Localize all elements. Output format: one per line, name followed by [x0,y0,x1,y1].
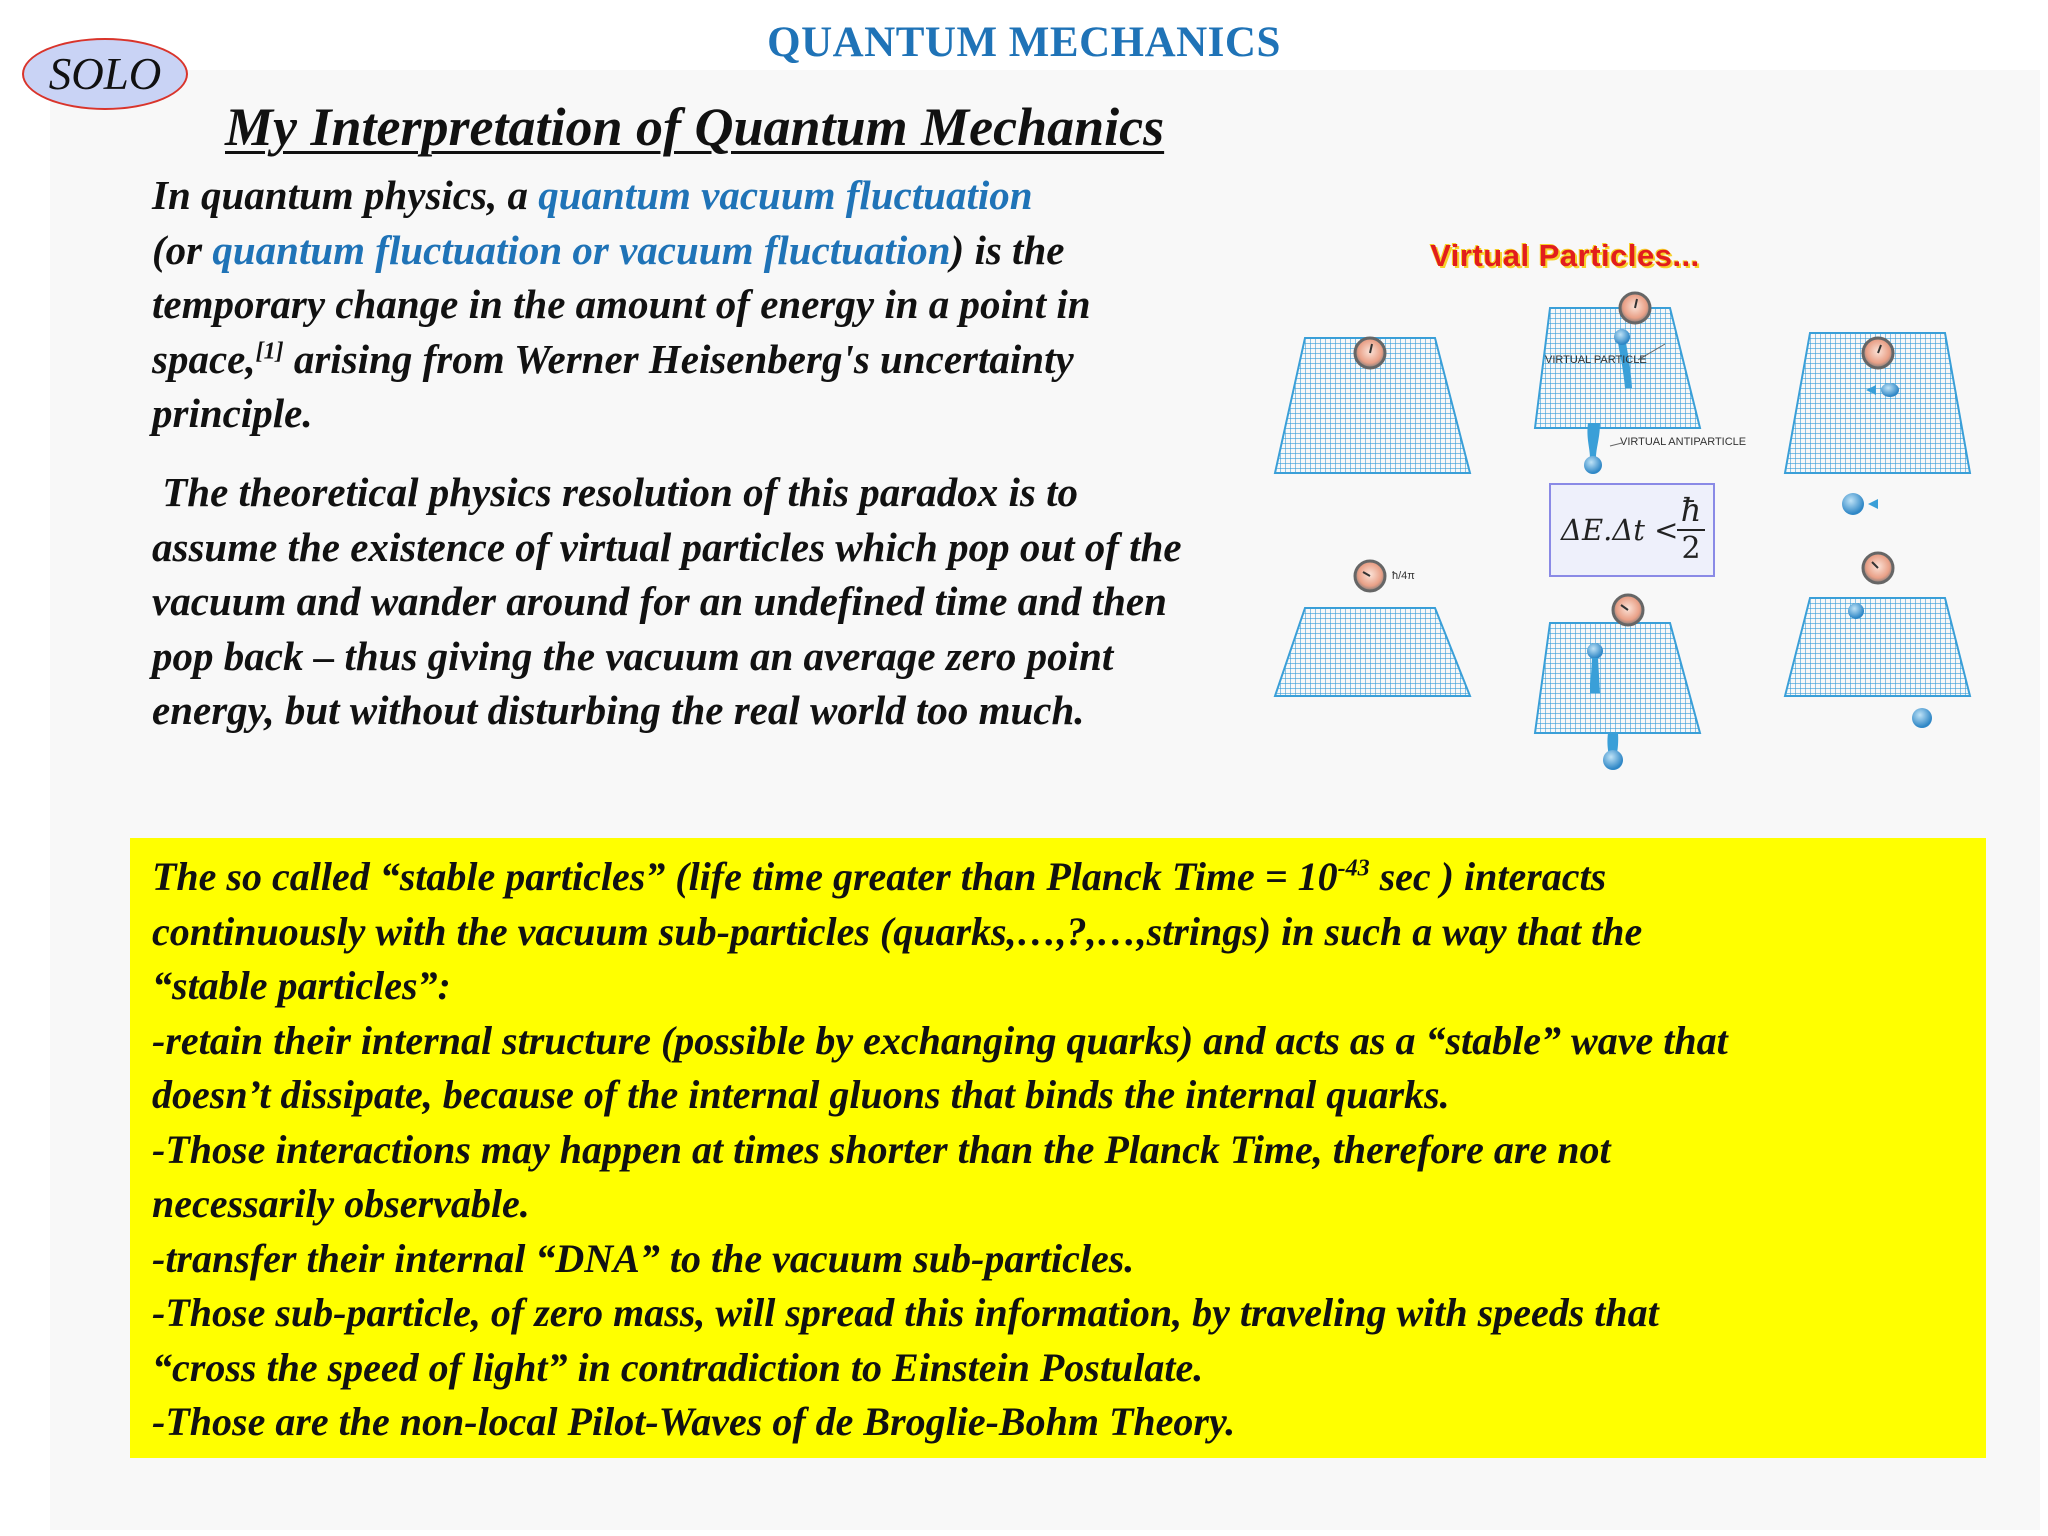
box-line [152,850,1964,905]
clock-icon [1355,338,1385,368]
box-line: -Those are the non-local Pilot-Waves of de Broglie-Bohm Theory. [152,1399,1236,1444]
figure-title: Virtual Particles... [1430,238,1700,273]
particle-arrow-right [1881,383,1899,397]
box-line-1b: sec ) interacts [1369,854,1607,899]
badge-label: SOLO [48,49,162,99]
particle [1587,643,1603,659]
clock-icon [1613,595,1643,625]
virtual-antiparticle-stem [1587,423,1600,458]
clock-icon [1863,553,1893,583]
box-line: “stable particles”: [152,963,451,1008]
particle [1603,750,1623,770]
planck-exponent: -43 [1337,855,1370,882]
box-line: -Those interactions may happen at times shorter than the Planck Time, therefore are not [152,1126,1611,1172]
virtual-particle [1614,329,1630,345]
slide-title: My Interpretation of Quantum Mechanics [225,97,1165,157]
uncertainty-formula [1549,483,1715,577]
box-line: -retain their internal structure (possible by exchanging quarks) and acts as a “stable” wave that [152,1017,1728,1063]
box-line: continuously with the vacuum sub-particles (quarks,…,?,…,strings) in such a way that the [152,908,1643,954]
formula-numerator: ħ [1680,491,1702,529]
paragraph-vacuum-fluctuation [152,168,1192,441]
link-quantum-vacuum-fluctuation[interactable]: quantum vacuum fluctuation [538,172,1033,218]
particle [1842,493,1864,515]
box-line: doesn’t dissipate, because of the internal gluons that binds the internal quarks. [152,1072,1450,1117]
box-line: necessarily observable. [152,1181,530,1226]
link-quantum-fluctuation[interactable]: quantum fluctuation or vacuum fluctuation [212,226,951,273]
vacuum-grid-right-bottom [1785,598,1970,696]
particle [1848,603,1864,619]
p1-text-1: In quantum physics, a [152,172,539,218]
label-virtual-antiparticle: VIRTUAL ANTIPARTICLE [1620,436,1747,448]
vacuum-grid-center-top [1535,308,1700,428]
box-line: -Those sub-particle, of zero mass, will spread this information, by traveling with speeds that [152,1290,1659,1335]
p1-text-2: (or [152,226,213,273]
formula-denominator: 2 [1681,531,1701,566]
clock-icon [1355,561,1385,591]
highlighted-interpretation-box [130,838,1986,1458]
virtual-particles-figure [1270,228,1990,810]
label-hbar-4pi: ħ/4π [1392,570,1415,582]
vacuum-grid-left-bottom [1275,608,1470,696]
p1-text-3: ) is the temporary change in the amount of energy in a point in space, [152,226,1091,382]
clock-icon [1863,338,1893,368]
box-line-1a: The so called “stable particles” (life time greater than Planck Time = 10 [152,854,1338,899]
header-title: QUANTUM MECHANICS [767,19,1281,66]
clock-icon [1620,293,1650,323]
p1-text-4: arising from Werner Heisenberg's uncertainty principle. [152,335,1074,436]
formula-fraction [1677,491,1705,567]
virtual-antiparticle [1584,456,1602,474]
formula-lhs: ΔE.Δt < [1561,513,1679,547]
reference-1[interactable]: [1] [255,337,284,364]
box-line: -transfer their internal “DNA” to the vacuum sub-particles. [152,1235,1135,1281]
vacuum-grid-center-bottom [1535,623,1700,733]
particle [1912,708,1932,728]
label-virtual-particle: VIRTUAL PARTICLE [1545,354,1647,366]
paragraph-virtual-particles: The theoretical physics resolution of this paradox is to assume the existence of virtual particles which pop out of the vacuum and wander around for an undefined time and then pop back – thus giving the vacuum an average zero point energy, but without disturbing the real world too much. [152,469,1192,733]
box-line: “cross the speed of light” in contradiction to Einstein Postulate. [152,1344,1204,1390]
